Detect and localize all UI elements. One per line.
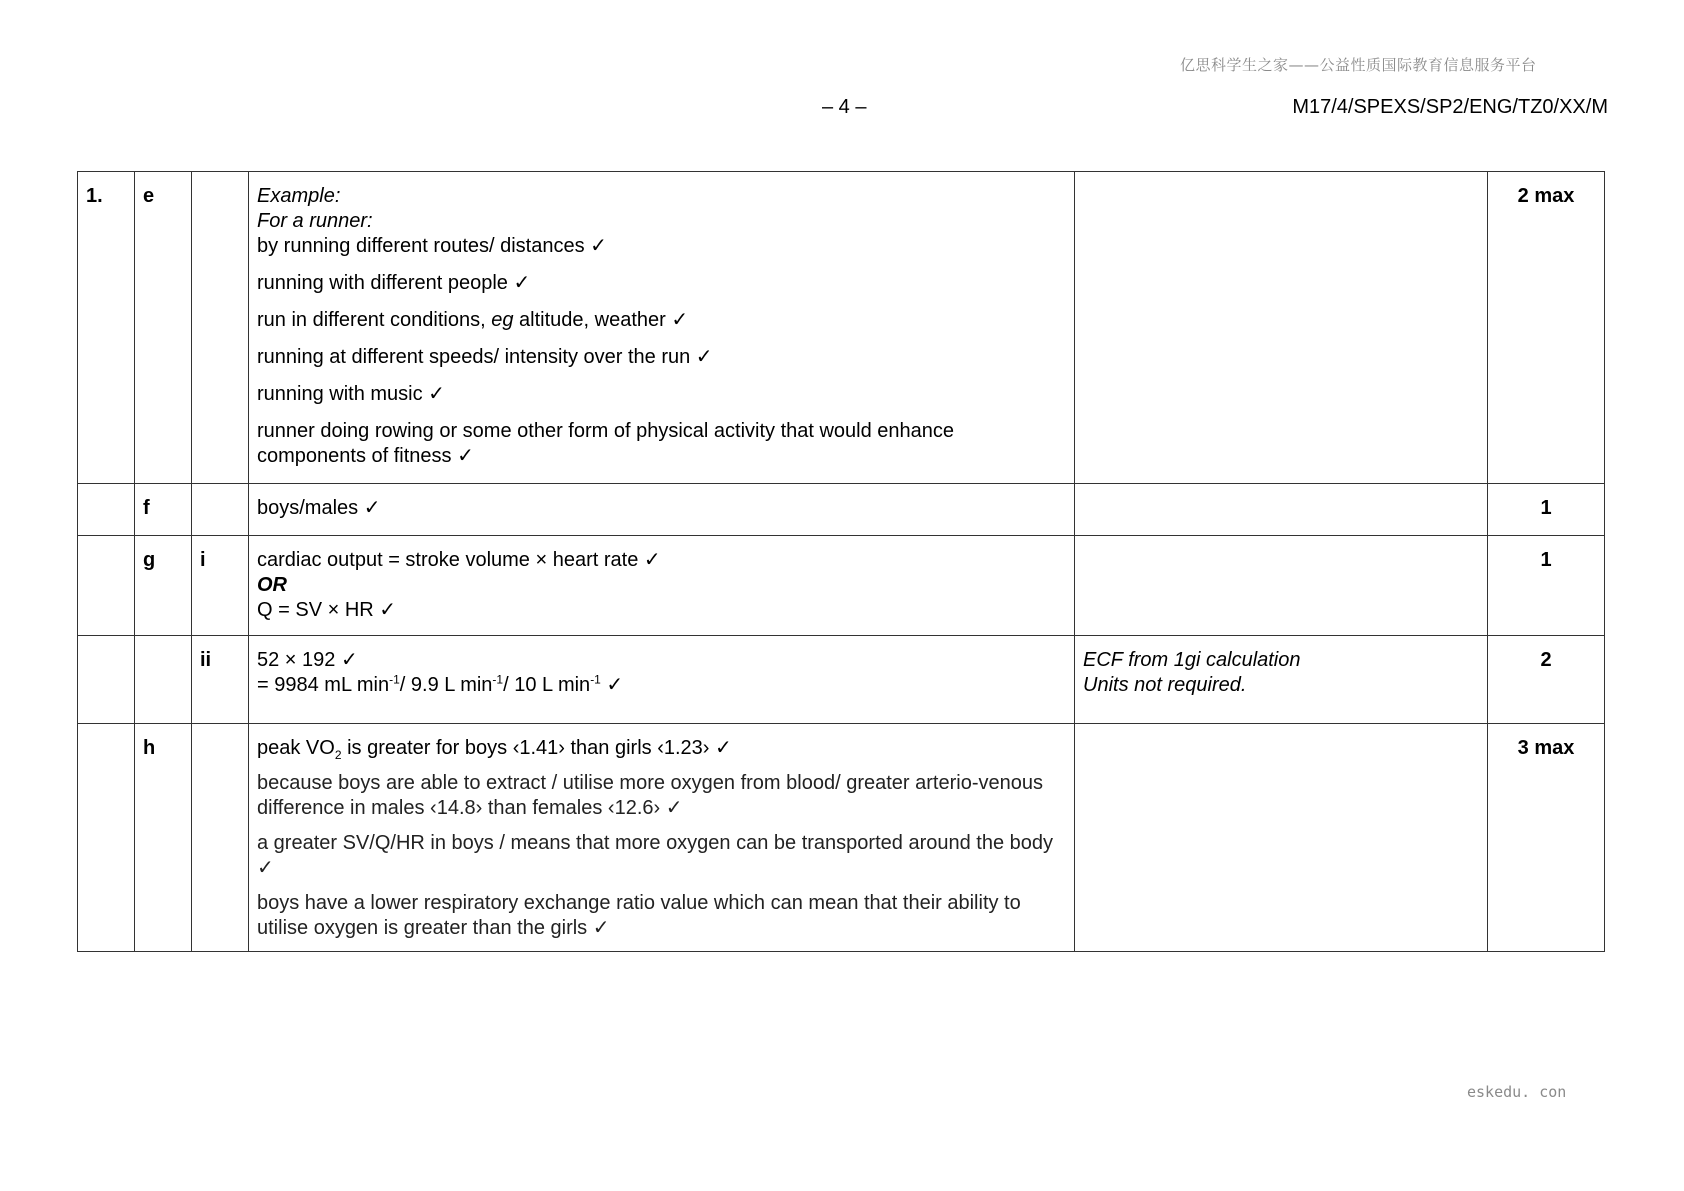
table-row	[78, 172, 1605, 484]
answer-line: by running different routes/ distances ✓	[257, 235, 607, 257]
answer-line: peak $VO_2$ is greater for boys ‹1.41› than girls ‹1.23› ✓	[257, 737, 732, 762]
notes-cell	[1075, 172, 1488, 484]
answer-line: run in different conditions, eg altitude, weather ✓	[257, 309, 689, 331]
subpart-cell	[192, 484, 249, 536]
part-label	[135, 636, 192, 724]
answer-line: boys have a lower respiratory exchange ratio value which can mean that their ability to utilise oxygen is greater than the girls ✓	[257, 892, 1021, 939]
answer-line: For a runner:	[257, 210, 373, 232]
answer-line: running with different people ✓	[257, 272, 531, 294]
notes-cell	[1075, 536, 1488, 636]
part-label: h	[135, 724, 192, 952]
notes-cell	[1075, 724, 1488, 952]
header-watermark: 亿思科学生之家——公益性质国际教育信息服务平台	[1180, 56, 1537, 74]
answer-line: cardiac output = stroke volume × heart rate ✓	[257, 549, 661, 571]
footer-watermark: eskedu. con	[1467, 1083, 1567, 1101]
page-number: – 4 –	[822, 96, 867, 118]
table-row	[78, 536, 1605, 636]
document-code: M17/4/SPEXS/SP2/ENG/TZ0/XX/M	[1292, 96, 1608, 118]
answer-line: OR	[257, 574, 287, 596]
marks-cell: 1	[1488, 484, 1605, 536]
question-number	[78, 636, 135, 724]
answer-line: Q = SV × HR ✓	[257, 599, 397, 621]
marks-cell: 1	[1488, 536, 1605, 636]
question-number	[78, 724, 135, 952]
marks-cell: 3 max	[1488, 724, 1605, 952]
subpart-label: i	[192, 536, 249, 636]
notes-cell	[1075, 636, 1488, 724]
question-number	[78, 484, 135, 536]
markscheme-table	[77, 171, 1605, 952]
part-label: e	[135, 172, 192, 484]
question-number	[78, 536, 135, 636]
answer-cell	[249, 172, 1075, 484]
subpart-cell	[192, 724, 249, 952]
answer-cell	[249, 636, 1075, 724]
answer-line: boys/males ✓	[257, 497, 381, 519]
question-number: 1.	[78, 172, 135, 484]
answer-cell	[249, 536, 1075, 636]
subpart-cell	[192, 172, 249, 484]
note-line: ECF from 1gi calculation	[1083, 649, 1301, 671]
part-label: f	[135, 484, 192, 536]
answer-line: a greater SV/Q/HR in boys / means that more oxygen can be transported around the body ✓	[257, 832, 1054, 879]
answer-cell	[249, 724, 1075, 952]
marks-cell: 2 max	[1488, 172, 1605, 484]
notes-cell	[1075, 484, 1488, 536]
answer-cell	[249, 484, 1075, 536]
answer-line: running at different speeds/ intensity over the run ✓	[257, 346, 713, 368]
answer-line: = 9984 mL $\min^{-1}/$ 9.9 L $\min^{-1}/$ 10 L $\min^{-1}$ ✓	[257, 672, 624, 696]
table-row	[78, 724, 1605, 952]
answer-line: running with music ✓	[257, 383, 445, 405]
subpart-label: ii	[192, 636, 249, 724]
marks-cell: 2	[1488, 636, 1605, 724]
answer-line: Example:	[257, 185, 341, 207]
part-label: g	[135, 536, 192, 636]
answer-line: runner doing rowing or some other form of physical activity that would enhance components of fitness ✓	[257, 420, 955, 467]
table-row	[78, 636, 1605, 724]
table-row	[78, 484, 1605, 536]
note-line: Units not required.	[1083, 674, 1247, 696]
answer-line: because boys are able to extract / utilise more oxygen from blood/ greater arterio-venous difference in males ‹14.8› than females ‹12.6› ✓	[257, 772, 1043, 819]
answer-line: 52 × 192 ✓	[257, 649, 358, 671]
